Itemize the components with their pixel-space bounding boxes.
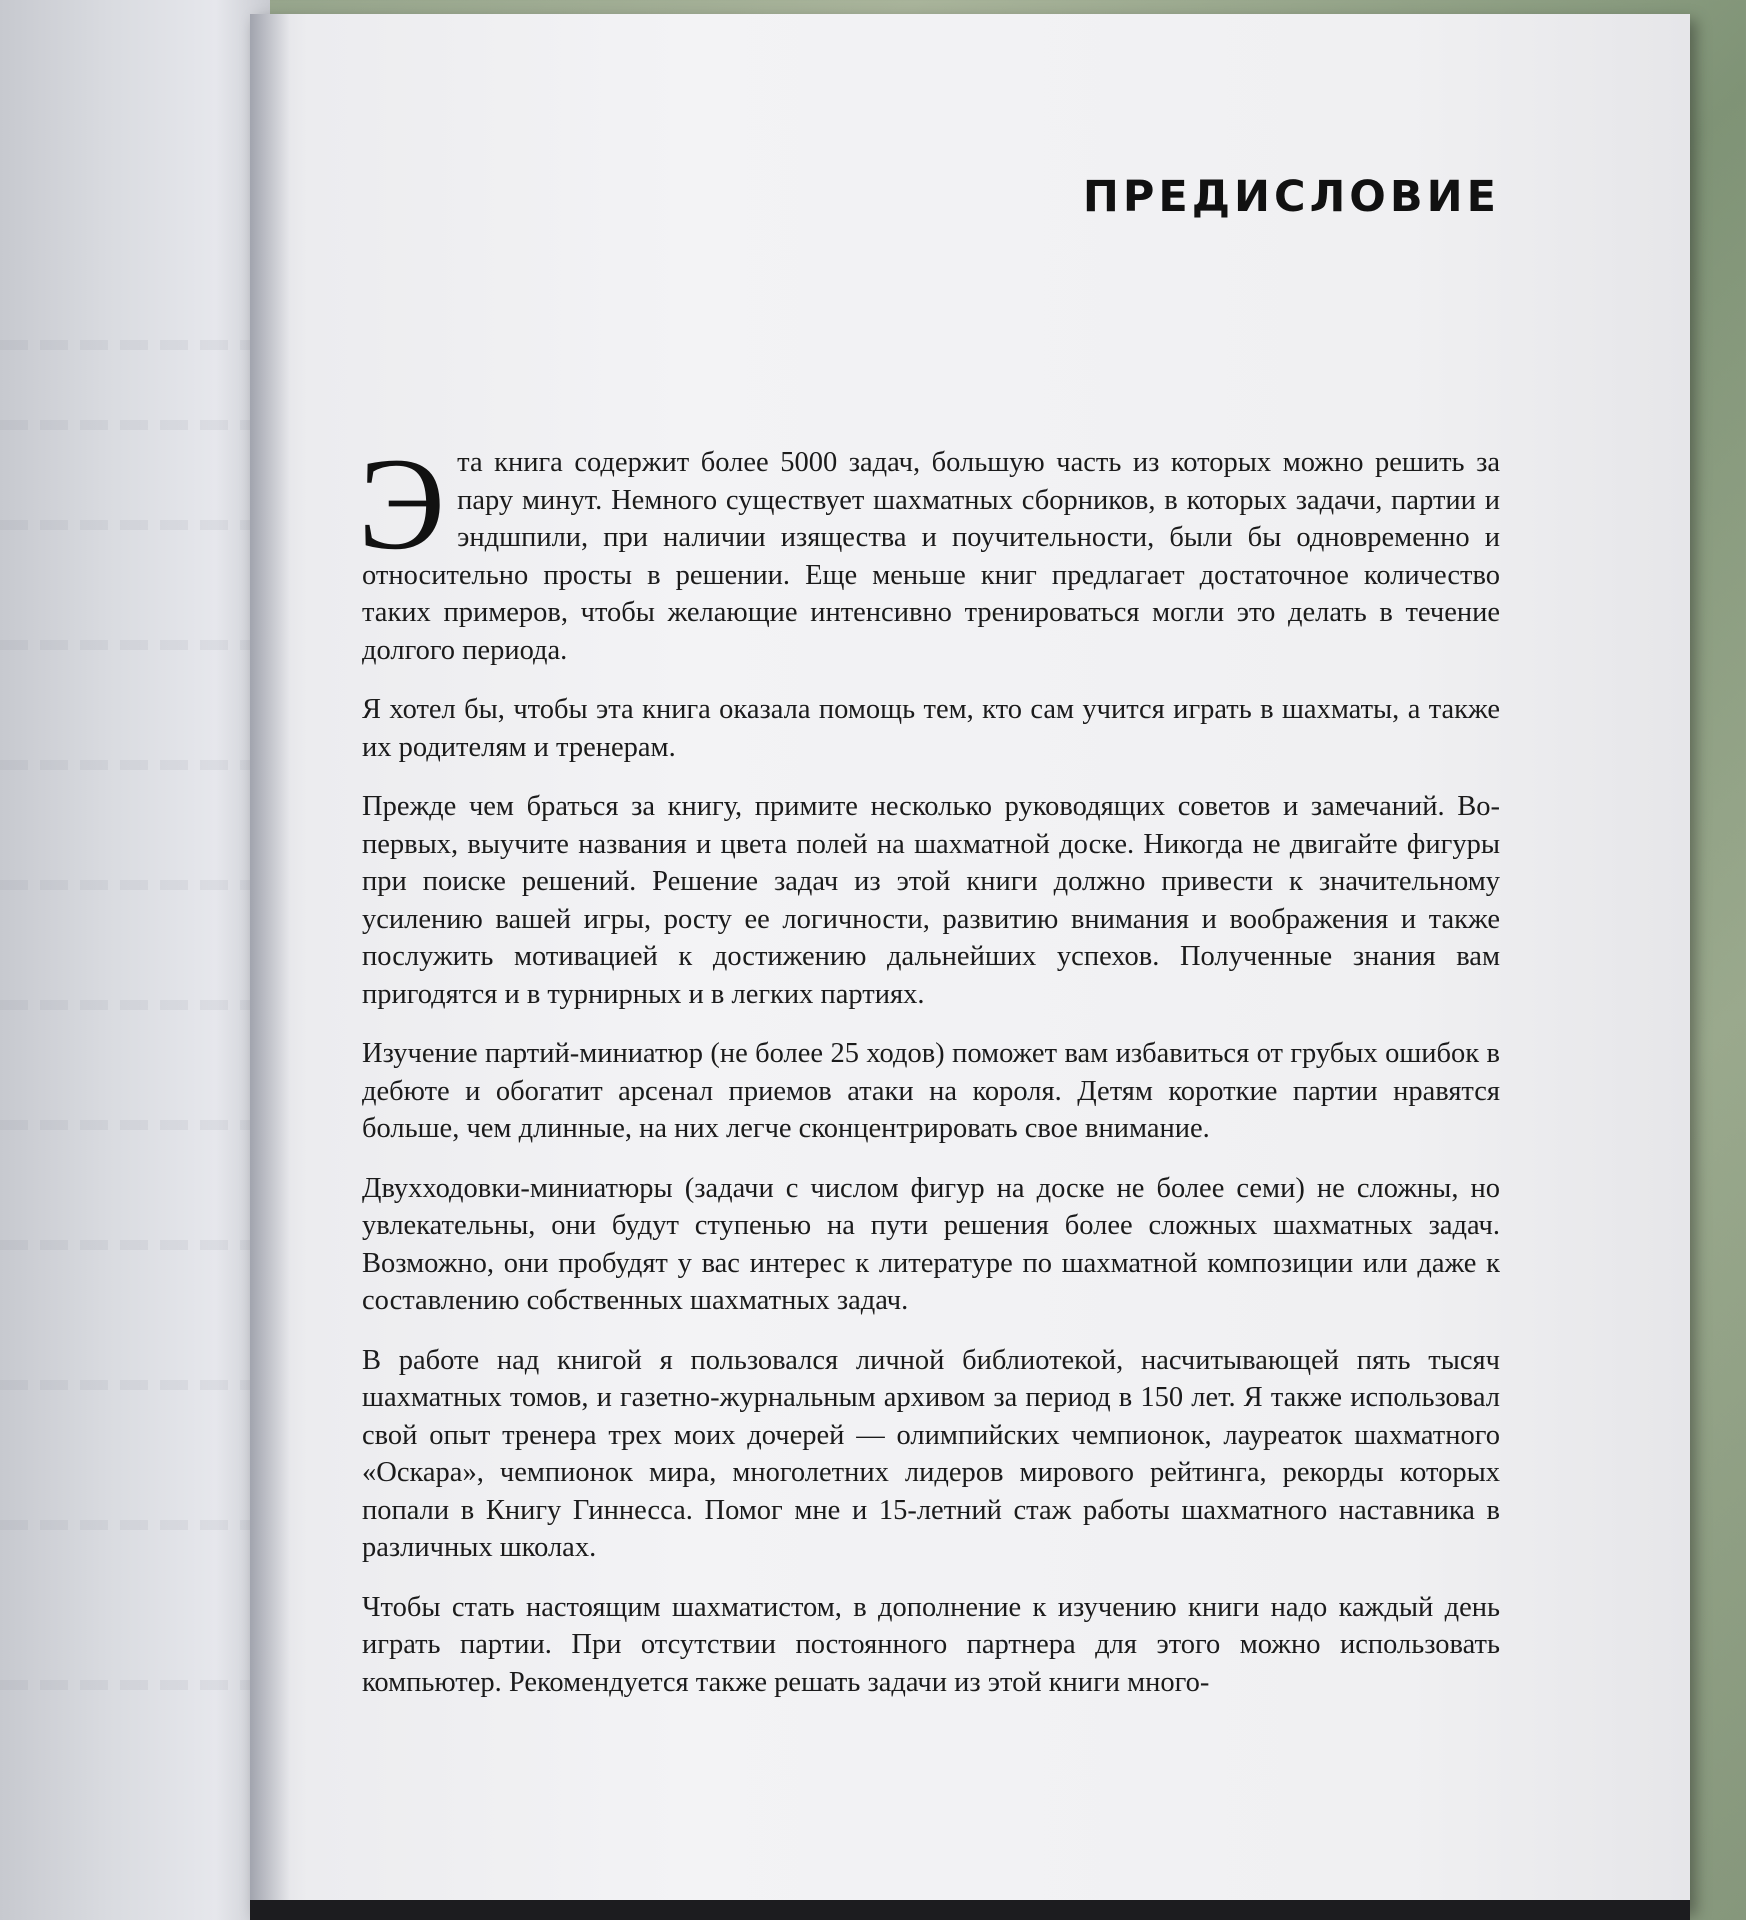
left-page-bleed-line xyxy=(0,1240,270,1250)
left-page-bleed-line xyxy=(0,760,270,770)
paragraph-text: та книга содержит более 5000 задач, большую часть из которых можно решить за пару минут. Немного существует шахматных сборников, в которых задачи, партии и эндшпили, при наличии изящества и поучительности, были бы одновременно и относительно просты в решении. Еще меньше книг предлагает достаточное количество таких примеров, чтобы желающие интенсивно тренироваться могли это делать в течение долгого периода. xyxy=(362,447,1500,666)
left-page-bleed-line xyxy=(0,1120,270,1130)
body-text xyxy=(358,430,1500,1723)
gutter-shadow xyxy=(250,14,290,1910)
left-page-bleed-line xyxy=(0,1680,270,1690)
paragraph-6: В работе над книгой я пользовался личной библиотекой, насчитывающей пять тысяч шахматных томов, и газетно-журнальным архивом за период в 150 лет. Я также использовал свой опыт тренера трех моих дочерей — олимпийских чемпионок, лауреаток шахматного «Оскара», чемпионок мира, многолетних лидеров мирового рейтинга, рекорды которых попали в Книгу Гиннесса. Помог мне и 15-летний стаж работы шахматного наставника в различных школах. xyxy=(362,1344,1500,1563)
paragraph-2: Я хотел бы, чтобы эта книга оказала помощь тем, кто сам учится играть в шахматы, а также их родителям и тренерам. xyxy=(362,694,1500,763)
paragraph-7: Чтобы стать настоящим шахматистом, в дополнение к изучению книги надо каждый день играть партии. При отсутствии постоянного партнера для этого можно использовать компьютер. Рекомендуется также решать задачи из этой книги много- xyxy=(362,1591,1500,1698)
left-page-bleed-line xyxy=(0,1000,270,1010)
paragraph-4: Изучение партий-миниатюр (не более 25 ходов) поможет вам избавиться от грубых ошибок в дебюте и обогатит арсенал приемов атаки на короля. Детям короткие партии нравятся больше, чем длинные, на них легче сконцентрировать свое внимание. xyxy=(362,1038,1500,1144)
chapter-title: ПРЕДИСЛОВИЕ xyxy=(1082,172,1500,222)
left-page-bleed-line xyxy=(0,640,270,650)
paragraph-1 xyxy=(358,430,1500,669)
book-page xyxy=(250,14,1690,1910)
paragraph-5: Двухходовки-миниатюры (задачи с числом фигур на доске не более семи) не сложны, но увлекательны, они будут ступенью на пути решения более сложных шахматных задач. Возможно, они пробудят у вас интерес к литературе по шахматной композиции или даже к составлению собственных шахматных задач. xyxy=(362,1172,1500,1316)
left-page xyxy=(0,0,270,1920)
left-page-bleed-line xyxy=(0,1520,270,1530)
book-edge-shadow xyxy=(250,1900,1690,1920)
left-page-bleed-line xyxy=(0,340,270,350)
left-page-bleed-line xyxy=(0,880,270,890)
left-page-bleed-line xyxy=(0,1380,270,1390)
paragraph-3: Прежде чем браться за книгу, примите несколько руководящих советов и замечаний. Во-первых, выучите названия и цвета полей на шахматной доске. Никогда не двигайте фигуры при поиске решений. Решение задач из этой книги должно привести к значительному усилению вашей игры, росту ее логичности, развитию внимания и воображения и также послужить мотивацией к достижению дальнейших успехов. Полученные знания вам пригодятся и в турнирных и в легких партиях. xyxy=(362,791,1500,1010)
left-page-bleed-line xyxy=(0,420,270,430)
drop-cap: Э xyxy=(358,430,446,577)
left-page-bleed-line xyxy=(0,520,270,530)
